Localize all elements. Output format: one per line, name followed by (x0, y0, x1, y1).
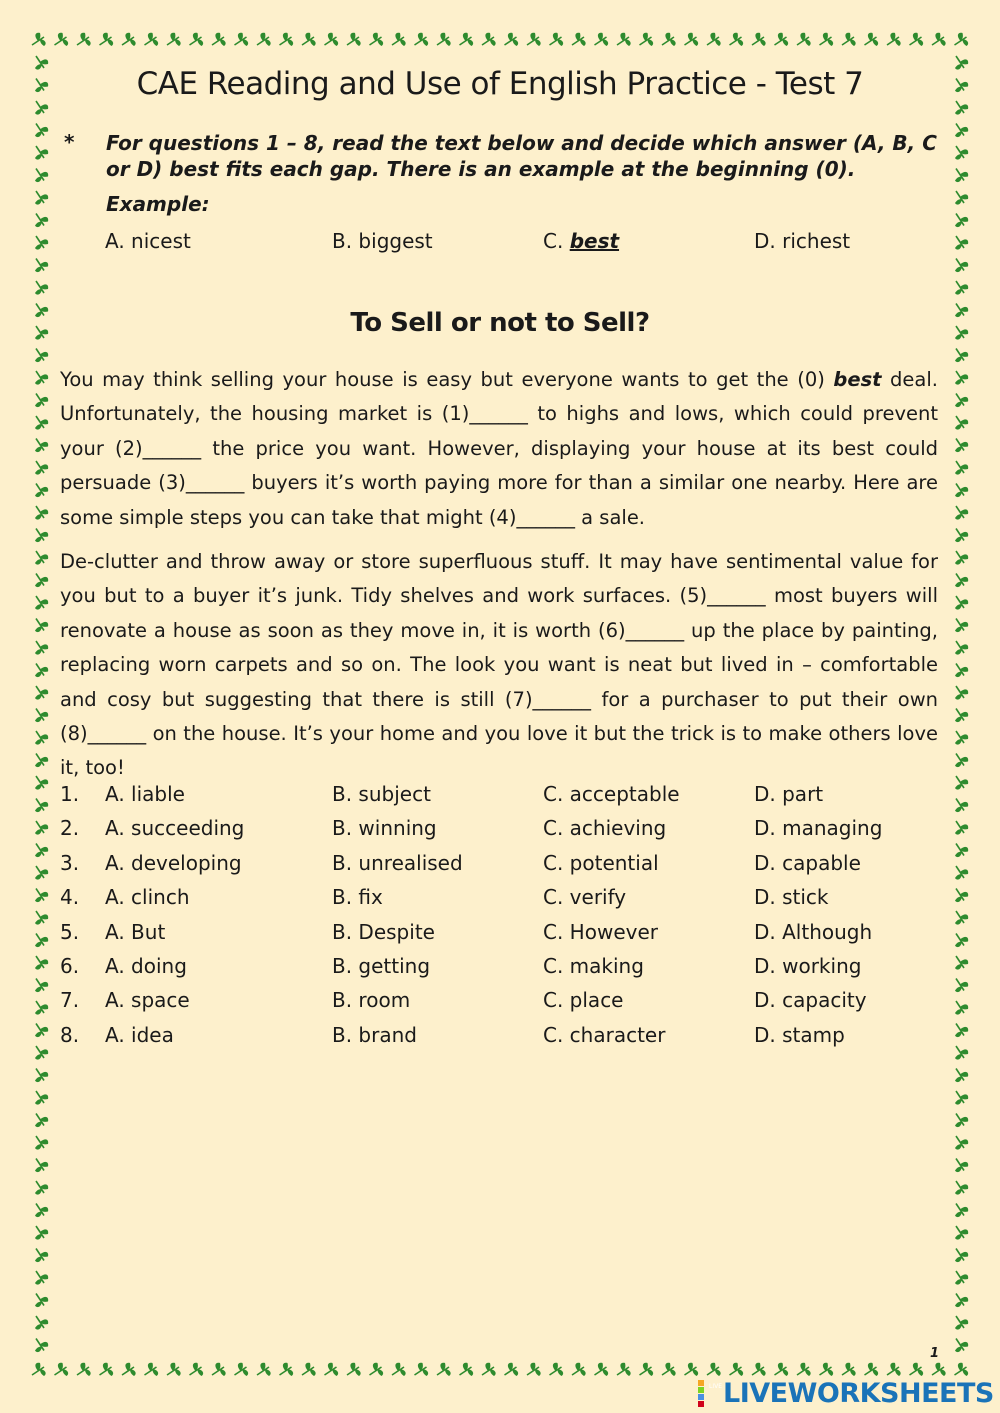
instruction-bullet: * (64, 130, 75, 154)
paragraph-1-after: deal. Unfortunately, the housing market is (1)______ to highs and lows, which could prevent your (2)______ the price you want. However, displaying your house at its best could persuade (3)______ buyers it’s worth paying more for than a similar one nearby. Here are some simple steps you can take that might (4)______ a sale. (60, 368, 938, 529)
option-c: C. However (543, 919, 658, 944)
example-answer: best (569, 229, 620, 253)
paragraph-1-example-answer: best (833, 368, 882, 391)
option-d: D. stamp (754, 1022, 845, 1047)
brand-badge: LIVE (709, 1383, 723, 1390)
option-c: C. making (543, 954, 644, 978)
option-b: B. Despite (332, 919, 435, 944)
option-d: D. part (754, 782, 824, 806)
option-d: D. capable (754, 850, 861, 875)
option-c: C. place (543, 988, 624, 1013)
question-row (0, 885, 1000, 915)
brand-logo (697, 1376, 994, 1410)
example-option-c-prefix: C. (543, 229, 564, 253)
option-b: B. brand (332, 1022, 417, 1047)
option-a: A. liable (105, 782, 185, 806)
example-option-a: A. nicest (105, 229, 191, 253)
instructions-text: For questions 1 – 8, read the text below and decide which answer (A, B, C or D) best fits each gap. There is an example at the beginning (0). (106, 131, 937, 181)
question-number: 6. (60, 954, 80, 978)
option-b: B. subject (332, 782, 431, 806)
option-a: A. idea (105, 1022, 174, 1047)
option-a: A. succeeding (105, 816, 245, 841)
option-a: A. clinch (105, 885, 190, 910)
option-a: A. space (105, 988, 190, 1013)
example-option-d: D. richest (754, 229, 851, 253)
option-a: A. developing (105, 850, 242, 875)
option-a: A. But (105, 919, 166, 944)
question-number: 8. (60, 1022, 80, 1047)
question-row (0, 1023, 1000, 1053)
example-option-b: B. biggest (332, 229, 433, 253)
question-number: 3. (60, 850, 80, 875)
brand-name: LIVEWORKSHEETS (723, 1377, 994, 1409)
option-b: B. room (332, 988, 411, 1013)
option-b: B. getting (332, 954, 431, 978)
option-d: D. Although (754, 919, 873, 944)
question-row (0, 954, 1000, 984)
question-number: 2. (60, 816, 80, 841)
option-d: D. managing (754, 816, 883, 841)
question-number: 1. (60, 782, 80, 806)
liveworksheets-icon (697, 1378, 723, 1408)
vine-border-top (28, 30, 974, 52)
question-row (0, 988, 1000, 1018)
question-number: 5. (60, 919, 80, 944)
option-c: C. character (543, 1022, 666, 1047)
option-a: A. doing (105, 954, 187, 978)
option-d: D. capacity (754, 988, 867, 1013)
option-c: C. achieving (543, 816, 667, 841)
text-title: To Sell or not to Sell? (350, 308, 650, 338)
option-b: B. winning (332, 816, 437, 841)
option-c: C. acceptable (543, 782, 680, 806)
option-d: D. working (754, 954, 862, 978)
example-options (0, 229, 1000, 259)
paragraph-2: De-clutter and throw away or store superfluous stuff. It may have sentimental value for you but to a buyer it’s junk. Tidy shelves and work surfaces. (5)______ most buyers will renovate a house as soon as they move in, it is worth (6)______ up the place by painting, replacing worn carpets and so on. The look you want is neat but lived in – comfortable and cosy but suggesting that there is still (7)______ for a purchaser to put their own (8)______ on the house. It’s your home and you love it but the trick is to make others love it, too! (60, 550, 938, 780)
page-number: 1 (930, 1346, 940, 1361)
option-b: B. fix (332, 885, 383, 910)
example-label: Example: (106, 192, 210, 216)
option-b: B. unrealised (332, 850, 463, 875)
question-number: 7. (60, 988, 80, 1013)
question-row (0, 782, 1000, 812)
option-c: C. potential (543, 850, 659, 875)
page-title: CAE Reading and Use of English Practice - Test 7 (136, 66, 864, 102)
question-number: 4. (60, 885, 80, 910)
question-row (0, 851, 1000, 881)
option-c: C. verify (543, 885, 627, 910)
option-d: D. stick (754, 885, 829, 910)
paragraph-1-before: You may think selling your house is easy but everyone wants to get the (0) (60, 368, 834, 391)
example-option-c (543, 229, 619, 253)
question-row (0, 920, 1000, 950)
paragraph-1 (60, 363, 938, 535)
question-row (0, 816, 1000, 846)
